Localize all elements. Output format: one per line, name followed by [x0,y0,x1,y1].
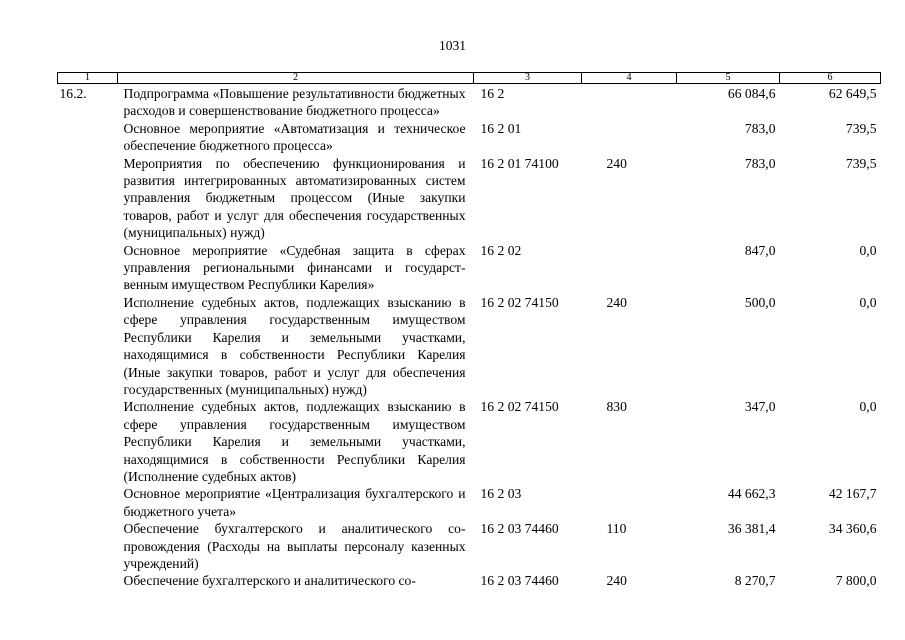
row-name: Подпрограмма «Повышение результативности бюджетных расходов и совершенствование бюджетного процесса» [123,86,466,119]
row-amount-2: 62 649,5 [828,86,877,101]
row-name: Обеспечение бухгалтерского и аналитического со- [123,573,416,589]
row-target-code: 16 2 03 74460 [480,521,559,537]
row-amount-2: 34 360,6 [828,521,877,537]
row-name: Исполнение судебных актов, подлежащих взысканию в сфере управления государственным имуществом Республики Карелия и земельными участками, находящимися в собственности Республики Карелия (Иные закупки товаров, работ и услуг для обеспечения государственных (муниципальных) нужд) [123,294,466,397]
row-amount-1: 500,0 [744,294,776,310]
row-name: Основное мероприятие «Автоматизация и техническое обеспечение бюджетного процесса» [123,120,466,154]
table-row [58,120,881,155]
page-number: 1031 [439,38,466,53]
row-expense-type: 240 [606,155,627,171]
table-row [58,485,881,520]
table-row [58,294,881,398]
table-row [58,398,881,485]
table-row [58,84,881,120]
row-amount-1: 847,0 [744,242,776,258]
row-number [58,155,118,242]
row-expense-type [582,84,677,120]
header-row [58,73,881,84]
row-target-code: 16 2 02 [480,242,522,258]
row-amount-1: 8 270,7 [734,573,776,589]
row-expense-type: 240 [606,573,627,589]
row-target-code: 16 2 01 [480,120,522,136]
row-name: Исполнение судебных актов, подлежащих взысканию в сфере управления государственным имуществом Республики Карелия и земельными участками, находящимися в собственности Республики Карелия (Исполнение судебных актов) [123,399,466,484]
row-name: Основное мероприятие «Централизация бухгалтерского и бюджетного учета» [123,486,466,519]
budget-table [57,72,881,590]
row-target-code: 16 2 03 [480,486,522,502]
row-amount-2: 739,5 [845,120,877,136]
row-target-code: 16 2 02 74150 [480,399,559,415]
row-number [58,294,118,398]
row-amount-1: 783,0 [744,155,776,171]
row-expense-type [582,242,677,294]
row-expense-type [582,120,677,155]
row-target-code: 16 2 [480,86,505,101]
header-cell-6: 6 [780,73,881,84]
row-amount-2: 7 800,0 [835,573,877,589]
row-amount-2: 0,0 [859,399,877,415]
table-row [58,572,881,589]
header-cell-2: 2 [118,73,474,84]
header-cell-3: 3 [474,73,582,84]
table-header [58,73,881,84]
row-amount-1: 44 662,3 [727,486,776,502]
row-amount-1: 66 084,6 [727,86,776,101]
row-target-code: 16 2 03 74460 [480,573,559,589]
table-row [58,520,881,572]
row-amount-2: 0,0 [859,242,877,258]
row-expense-type: 240 [606,294,627,310]
row-amount-1: 783,0 [744,120,776,136]
row-target-code: 16 2 02 74150 [480,294,559,310]
header-cell-1: 1 [58,73,118,84]
row-expense-type: 830 [606,399,627,415]
row-number [58,398,118,485]
row-number [58,120,118,155]
row-amount-1: 347,0 [744,399,776,415]
row-name: Основное мероприятие «Судебная защита в сферах управления региональными финансами и государственным имуществом Республики Карелия» [123,242,466,293]
table-row [58,155,881,242]
header-cell-4: 4 [582,73,677,84]
row-amount-1: 36 381,4 [727,521,776,537]
header-cell-5: 5 [677,73,780,84]
row-target-code: 16 2 01 74100 [480,155,559,171]
row-number [58,520,118,572]
row-name: Мероприятия по обеспечению функционирования и развития интегрированных автоматизированных систем управления бюджетным процессом (Иные закупки товаров, работ и услуг для обеспечения государственных (муниципальных) нужд) [123,155,466,241]
row-number: 16.2. [59,86,87,101]
table-body [58,84,881,590]
table-row [58,242,881,294]
row-expense-type: 110 [606,521,627,537]
row-name: Обеспечение бухгалтерского и аналитического сопровождения (Расходы на выплаты персоналу казенных учреждений) [123,521,466,571]
row-amount-2: 0,0 [859,294,877,310]
row-amount-2: 739,5 [845,155,877,171]
row-expense-type [582,485,677,520]
row-number [58,485,118,520]
row-number [58,242,118,294]
row-amount-2: 42 167,7 [828,486,877,502]
row-number [58,572,118,589]
